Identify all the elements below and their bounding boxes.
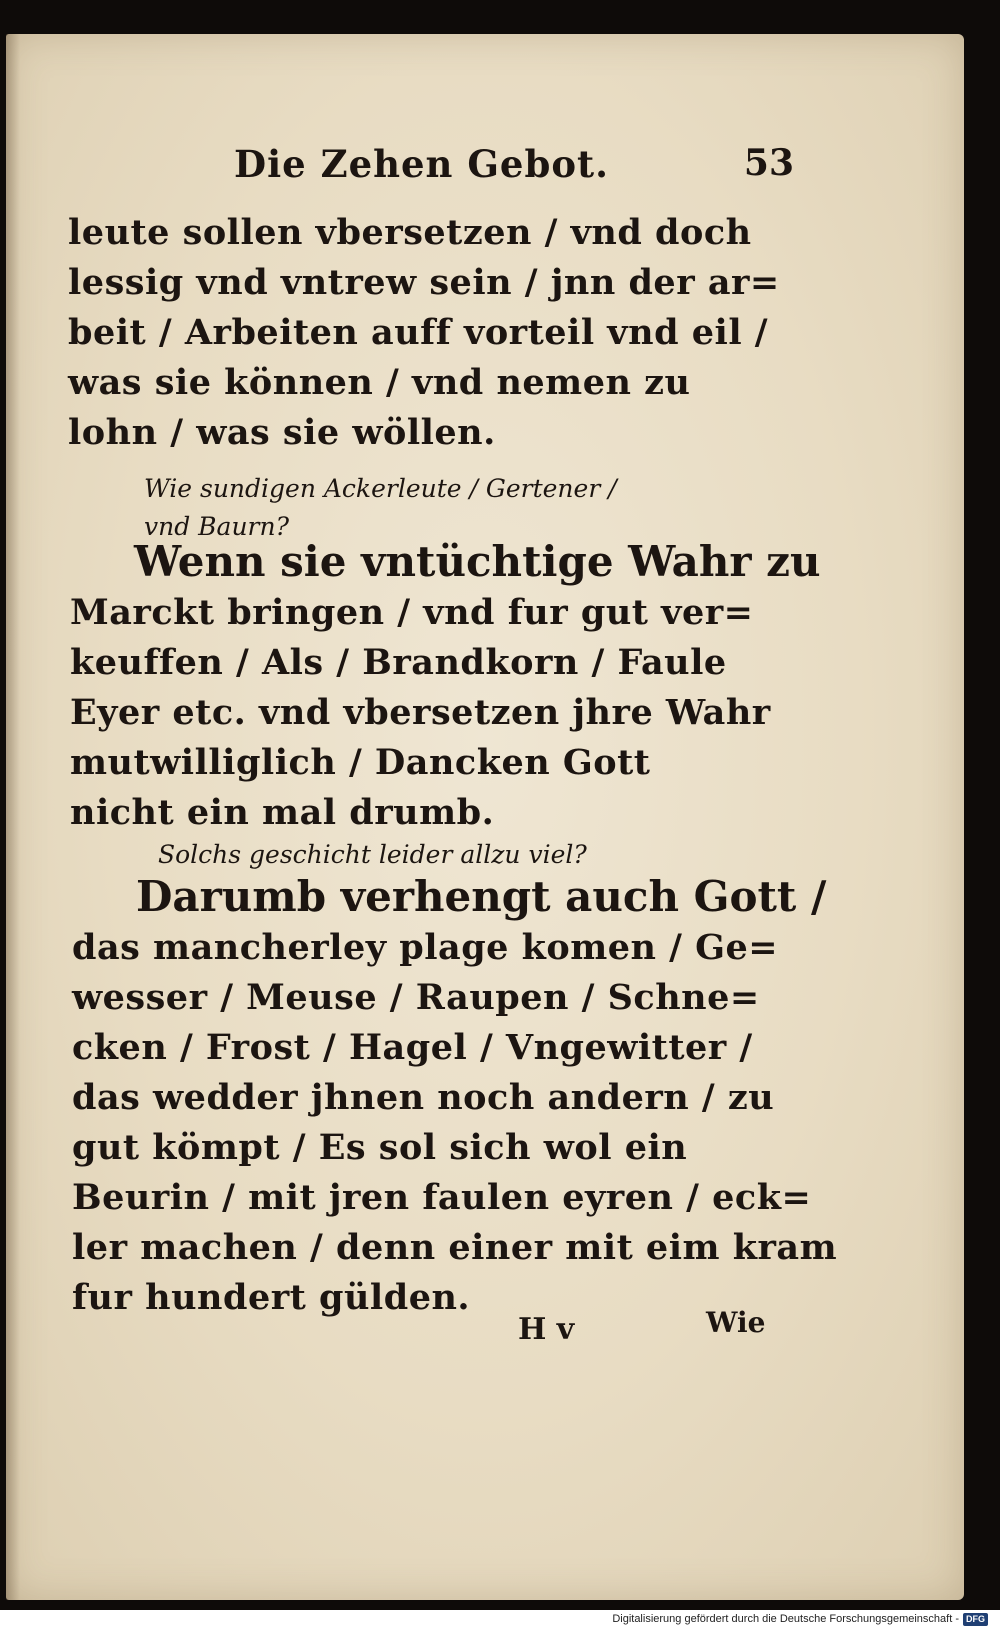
question-line: Solchs geschicht leider allzu viel? xyxy=(158,840,587,869)
text-line: das mancherley plage komen / Ge= xyxy=(72,927,779,968)
text-line: Darumb verhengt auch Gott / xyxy=(136,872,827,921)
text-line: cken / Frost / Hagel / Vngewitter / xyxy=(72,1027,753,1068)
question-line: Wie sundigen Ackerleute / Gertener / xyxy=(144,474,617,503)
text-line: mutwilliglich / Dancken Gott xyxy=(70,742,651,783)
text-line: gut kömpt / Es sol sich wol ein xyxy=(72,1127,688,1168)
text-line: beit / Arbeiten auff vorteil vnd eil / xyxy=(68,312,769,353)
text-line: Wenn sie vntüchtige Wahr zu xyxy=(134,537,821,586)
text-line: ler machen / denn einer mit eim kram xyxy=(72,1227,838,1268)
credit-text: Digitalisierung gefördert durch die Deutsche Forschungsgemeinschaft - xyxy=(612,1613,959,1625)
catchword: Wie xyxy=(706,1306,766,1339)
text-line: lohn / was sie wöllen. xyxy=(68,412,496,453)
text-line: das wedder jhnen noch andern / zu xyxy=(72,1077,775,1118)
text-line: nicht ein mal drumb. xyxy=(70,792,495,833)
question-line: vnd Baurn? xyxy=(144,512,290,541)
text-line: Marckt bringen / vnd fur gut ver= xyxy=(70,592,754,633)
text-line: Beurin / mit jren faulen eyren / eck= xyxy=(72,1177,812,1218)
text-line: lessig vnd vntrew sein / jnn der ar= xyxy=(68,262,780,303)
text-line: was sie können / vnd nemen zu xyxy=(68,362,691,403)
page-number: 53 xyxy=(743,142,794,184)
digitization-credit xyxy=(612,1611,988,1627)
signature-mark: H v xyxy=(518,1312,575,1347)
dfg-logo: DFG xyxy=(963,1613,988,1626)
text-line: wesser / Meuse / Raupen / Schne= xyxy=(72,977,760,1018)
text-line: leute sollen vbersetzen / vnd doch xyxy=(68,212,752,253)
text-line: Eyer etc. vnd vbersetzen jhre Wahr xyxy=(70,692,771,733)
running-header xyxy=(234,142,794,192)
running-title: Die Zehen Gebot. xyxy=(234,142,609,186)
text-line: keuffen / Als / Brandkorn / Faule xyxy=(70,642,727,683)
book-page xyxy=(6,34,964,1600)
text-line: fur hundert gülden. xyxy=(72,1277,471,1318)
